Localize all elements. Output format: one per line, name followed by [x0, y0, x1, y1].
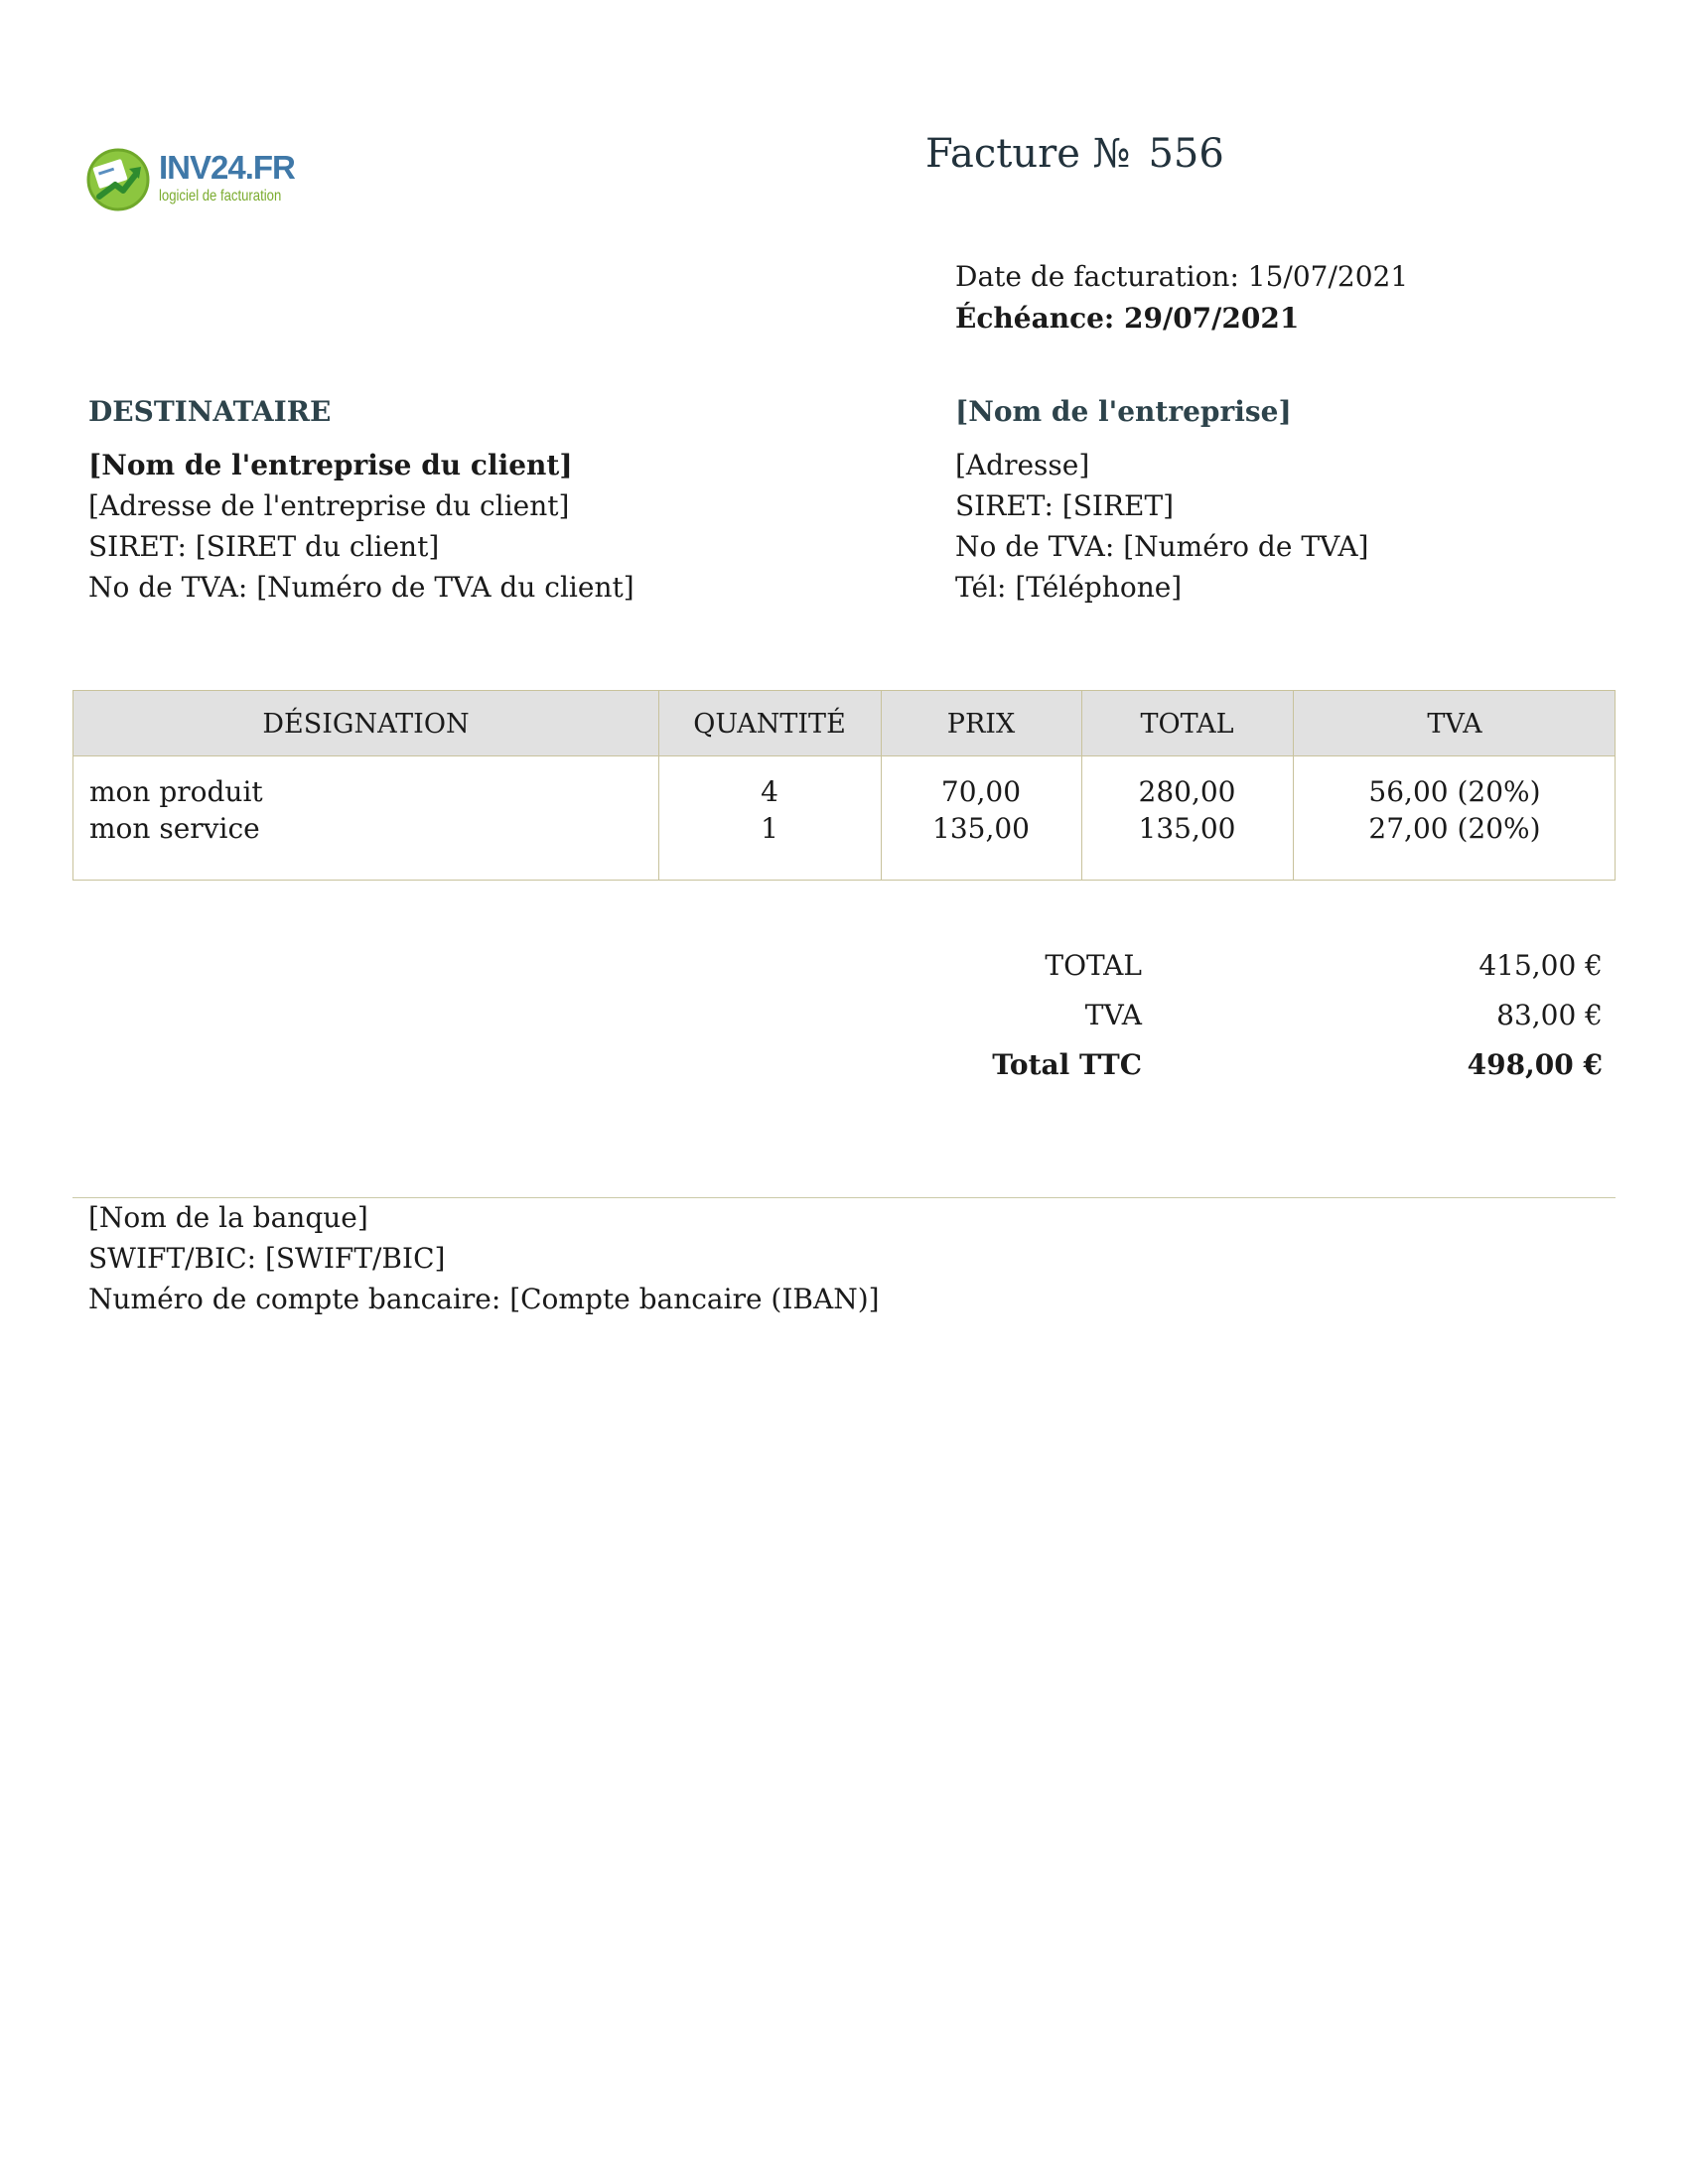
header-total: TOTAL [1140, 709, 1234, 740]
sender-phone: Tél: [Téléphone] [955, 571, 1183, 604]
row-2-vat: 27,00 (20%) [1368, 812, 1541, 845]
recipient-company: [Nom de l'entreprise du client] [88, 449, 573, 481]
items-table [72, 690, 1616, 881]
recipient-heading: DESTINATAIRE [88, 395, 332, 428]
vat-total-label: TVA [1084, 999, 1142, 1031]
row-2-price: 135,00 [932, 812, 1030, 845]
row-2-quantity: 1 [761, 812, 778, 845]
header-vat: TVA [1427, 709, 1482, 740]
row-1-price: 70,00 [940, 775, 1022, 808]
header-quantity: QUANTITÉ [693, 709, 846, 740]
recipient-address: [Adresse de l'entreprise du client] [88, 489, 570, 522]
sender-vat: No de TVA: [Numéro de TVA] [955, 530, 1369, 563]
logo-brand: INV24.FR [159, 149, 295, 186]
invoice-due-date: Échéance: 29/07/2021 [955, 302, 1300, 335]
recipient-siret: SIRET: [SIRET du client] [88, 530, 440, 563]
row-2-total: 135,00 [1138, 812, 1236, 845]
row-2-designation: mon service [89, 812, 260, 845]
ttc-value: 498,00 € [1467, 1048, 1603, 1081]
sender-company: [Nom de l'entreprise] [955, 395, 1292, 428]
ttc-label: Total TTC [992, 1048, 1142, 1081]
sender-address: [Adresse] [955, 449, 1090, 481]
bank-swift: SWIFT/BIC: [SWIFT/BIC] [88, 1242, 446, 1275]
invoice-title [925, 131, 1224, 177]
header-designation: DÉSIGNATION [262, 709, 470, 740]
vat-total-value: 83,00 € [1496, 999, 1603, 1031]
header-price: PRIX [946, 709, 1016, 740]
row-1-quantity: 4 [761, 775, 778, 808]
company-logo [85, 143, 304, 216]
invoice-number: 556 [1148, 131, 1224, 177]
bank-iban: Numéro de compte bancaire: [Compte bancaire (IBAN)] [88, 1283, 880, 1315]
row-1-designation: mon produit [89, 775, 263, 808]
total-value: 415,00 € [1478, 949, 1603, 982]
logo-tagline: logiciel de facturation [159, 188, 282, 205]
bank-name: [Nom de la banque] [88, 1201, 368, 1234]
row-1-vat: 56,00 (20%) [1368, 775, 1541, 808]
row-1-total: 280,00 [1138, 775, 1236, 808]
sender-siret: SIRET: [SIRET] [955, 489, 1175, 522]
logo-arrow-icon [85, 147, 151, 212]
recipient-vat: No de TVA: [Numéro de TVA du client] [88, 571, 634, 604]
footer-divider [72, 1197, 1616, 1198]
invoice-date: Date de facturation: 15/07/2021 [955, 260, 1409, 293]
invoice-title-label: Facture № [925, 131, 1131, 177]
total-label: TOTAL [1045, 949, 1142, 982]
